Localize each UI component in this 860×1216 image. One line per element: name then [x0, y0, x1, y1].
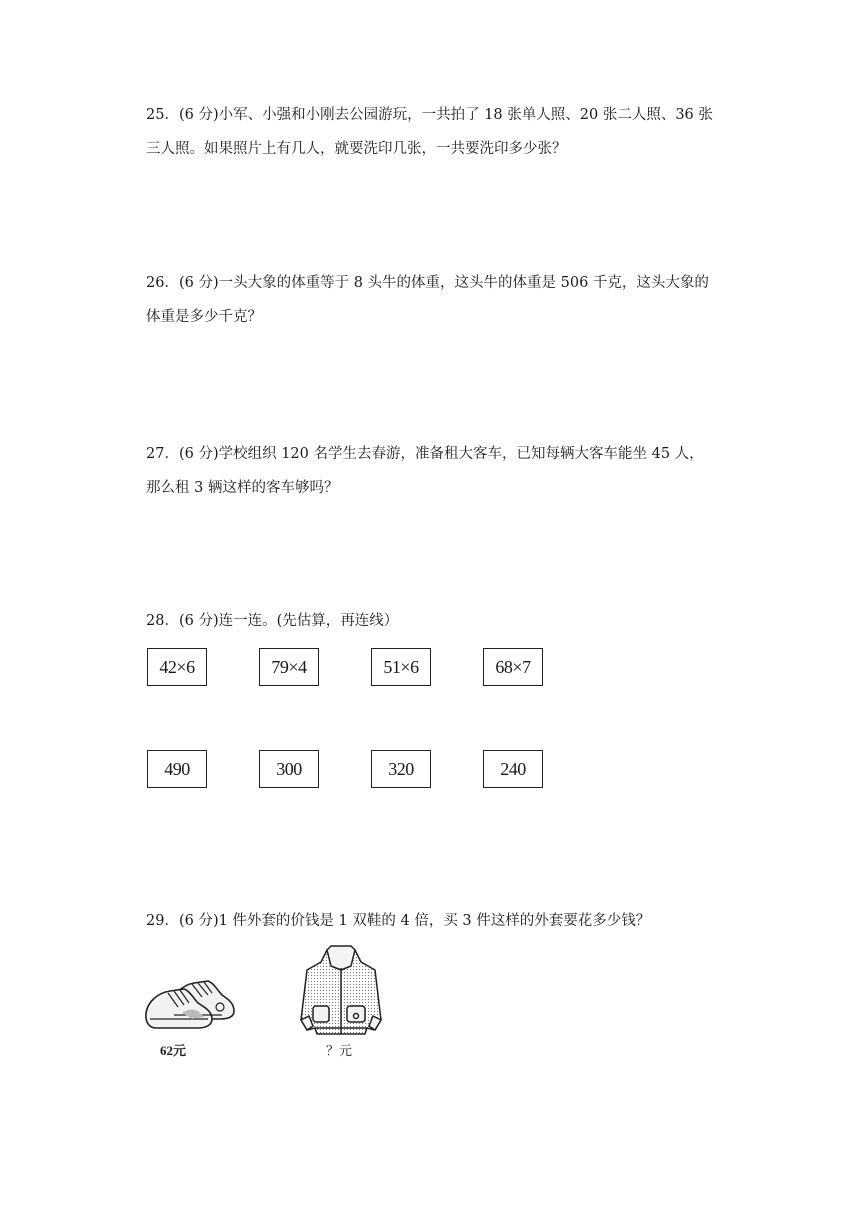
answer-box[interactable]: 320: [371, 750, 431, 788]
question-27-line-1: 27．(6 分)学校组织 120 名学生去春游，准备租大客车，已知每辆大客车能坐 45 人，: [146, 446, 704, 462]
answer-box[interactable]: 490: [147, 750, 207, 788]
question-25: [146, 98, 726, 166]
question-26: [146, 266, 726, 334]
question-28: [146, 604, 726, 638]
question-25-line-1: 25．(6 分)小军、小强和小刚去公园游玩，一共拍了 18 张单人照、20 张二人照、36 张: [146, 107, 713, 123]
expression-box[interactable]: 79×4: [259, 648, 319, 686]
shoes-icon: [142, 973, 242, 1033]
answer-box[interactable]: 240: [483, 750, 543, 788]
question-27-line-2: 那么租 3 辆这样的客车够吗？: [146, 480, 339, 496]
question-29-line-1: 29．(6 分)1 件外套的价钱是 1 双鞋的 4 倍，买 3 件这样的外套要花多少钱？: [146, 913, 651, 929]
question-26-line-1: 26．(6 分)一头大象的体重等于 8 头牛的体重，这头牛的体重是 506 千克，这头大象的: [146, 275, 709, 291]
jacket-price-label: ？元: [326, 1043, 353, 1058]
question-25-line-2: 三人照。如果照片上有几人，就要洗印几张，一共要洗印多少张？: [146, 141, 567, 157]
question-28-line-1: 28．(6 分)连一连。(先估算，再连线）: [146, 613, 399, 629]
question-26-line-2: 体重是多少千克？: [146, 309, 262, 325]
question-27: [146, 437, 726, 505]
jacket-icon: [295, 944, 387, 1038]
expression-box[interactable]: 51×6: [371, 648, 431, 686]
expression-box[interactable]: 42×6: [147, 648, 207, 686]
question-29: [146, 904, 726, 938]
expression-box[interactable]: 68×7: [483, 648, 543, 686]
shoe-price-label: 62元: [160, 1043, 187, 1058]
answer-box[interactable]: 300: [259, 750, 319, 788]
